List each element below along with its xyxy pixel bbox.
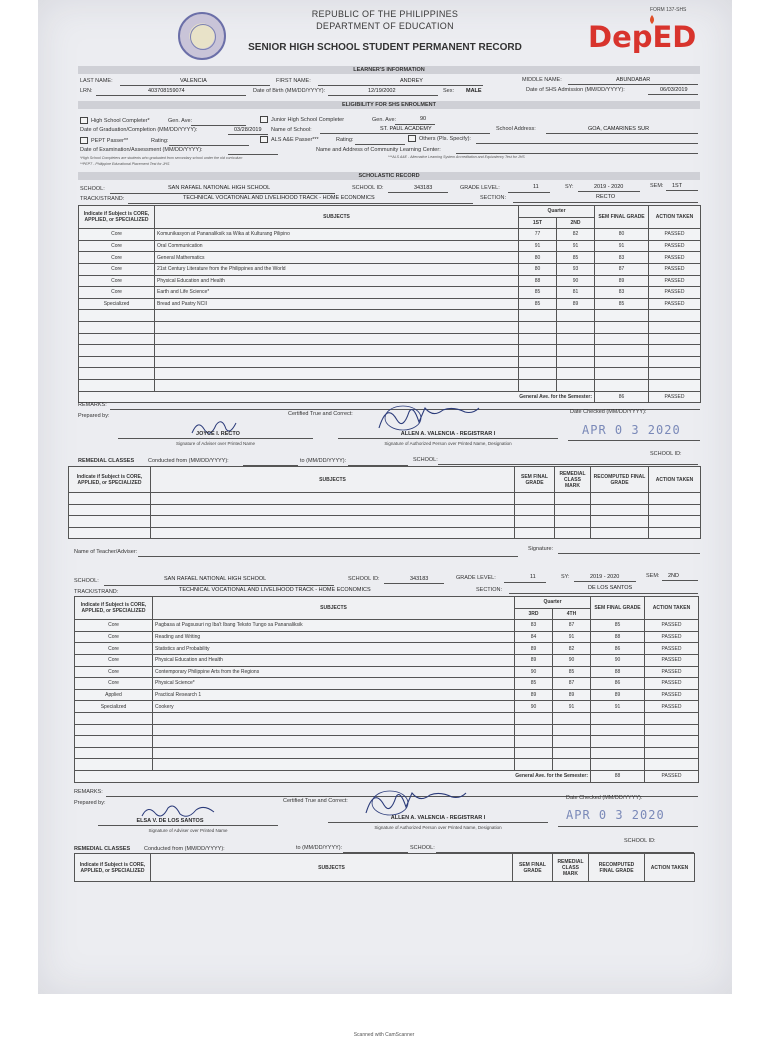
sem1-certified-label: Certified True and Correct:: [288, 411, 353, 417]
table-row: [79, 252, 701, 264]
grad-date-value: 03/28/2019: [234, 127, 262, 133]
table-row: [79, 263, 701, 275]
sem2-section-value: DE LOS SANTOS: [588, 585, 633, 591]
quarter-grade-a: 83: [515, 620, 553, 632]
subject-type: Core: [79, 263, 155, 275]
sem-final-grade: 86: [591, 643, 645, 655]
quarter-grade-a: 80: [519, 263, 557, 275]
scholastic-band: SCHOLASTIC RECORD: [78, 172, 700, 180]
action-taken: PASSED: [649, 263, 701, 275]
subject-name: Oral Communication: [155, 240, 519, 252]
sem2-school-id-value: 343183: [410, 576, 429, 582]
als-label: ALS A&E Passer***: [271, 137, 319, 143]
empty-row: [79, 356, 701, 368]
sem-final-grade: 87: [595, 263, 649, 275]
col-subjects: SUBJECTS: [153, 597, 515, 620]
sem1-adviser-name: JOYCE I. RECTO: [196, 431, 240, 437]
sem-final-grade: 88: [591, 631, 645, 643]
sem1-prepared-label: Prepared by:: [78, 413, 110, 419]
empty-row: [79, 310, 701, 322]
empty-row: [69, 493, 701, 505]
subject-type: Core: [75, 678, 153, 690]
sem-final-grade: 91: [591, 701, 645, 713]
sem-final-grade: 80: [595, 229, 649, 241]
subject-name: 21st Century Literature from the Philippines and the World: [155, 263, 519, 275]
sem2-grades-table: [74, 596, 699, 783]
sem2-adviser-name: ELSA V. DE LOS SANTOS: [136, 818, 204, 824]
sex-value: MALE: [466, 88, 482, 94]
subject-name: Physical Science*: [153, 678, 515, 690]
sem-final-grade: 89: [595, 275, 649, 287]
eligibility-band: ELIGIBILITY FOR SHS ENROLMENT: [78, 101, 700, 109]
rem1-col-recomputed: RECOMPUTED FINAL GRADE: [591, 467, 649, 493]
middle-name-label: MIDDLE NAME:: [522, 77, 562, 83]
sem2-school-value: SAN RAFAEL NATIONAL HIGH SCHOOL: [164, 576, 267, 582]
sem1-registrar-caption: Signature of Authorized Person over Printed Name, Designation: [384, 441, 512, 446]
rem2-col-action: ACTION TAKEN: [645, 854, 695, 882]
sem2-track-label: TRACK/STRAND:: [74, 589, 119, 595]
form-title: SENIOR HIGH SCHOOL STUDENT PERMANENT RECORD: [248, 42, 522, 53]
jhs-completer-checkbox[interactable]: [260, 116, 268, 123]
learner-info-band: LEARNER'S INFORMATION: [78, 66, 700, 74]
subject-type: Core: [75, 643, 153, 655]
sem1-grade-level-label: GRADE LEVEL:: [460, 185, 500, 191]
remedial-table-1: [68, 466, 701, 539]
hs-completer-label: High School Completer*: [91, 118, 150, 124]
table-row: [79, 298, 701, 310]
quarter-grade-a: 90: [515, 666, 553, 678]
action-taken: PASSED: [645, 620, 699, 632]
note-als: ***ALS A&E - Alternative Learning System Accreditation and Equivalency Test for JHS: [388, 155, 525, 159]
sem2-school-id-label: SCHOOL ID:: [348, 576, 380, 582]
quarter-grade-a: 89: [515, 689, 553, 701]
sem2-certified-label: Certified True and Correct:: [283, 798, 348, 804]
last-name-value: VALENCIA: [180, 78, 207, 84]
sem1-general-ave-label: General Ave. for the Semester:: [79, 391, 595, 403]
sem2-adviser-caption: Signature of Adviser over Printed Name: [148, 828, 228, 833]
quarter-grade-b: 90: [553, 654, 591, 666]
empty-row: [79, 321, 701, 333]
quarter-grade-a: 85: [519, 287, 557, 299]
col-subjects: SUBJECTS: [155, 206, 519, 229]
subject-type: Core: [75, 620, 153, 632]
sem2-sy-label: SY:: [561, 574, 570, 580]
scanner-watermark: Scanned with CamScanner: [353, 1032, 415, 1038]
table-row: [75, 643, 699, 655]
quarter-grade-b: 91: [557, 240, 595, 252]
dob-label: Date of Birth (MM/DD/YYYY):: [253, 88, 326, 94]
sem2-grade-level-label: GRADE LEVEL:: [456, 575, 496, 581]
sem-final-grade: 89: [591, 689, 645, 701]
rem1-col-subjects: SUBJECTS: [151, 467, 515, 493]
subject-type: Specialized: [75, 701, 153, 713]
quarter-grade-a: 88: [519, 275, 557, 287]
sem-final-grade: 83: [595, 252, 649, 264]
col-q4: 4TH: [553, 608, 591, 620]
clc-label: Name and Address of Community Learning Center:: [316, 147, 441, 153]
quarter-grade-b: 87: [553, 678, 591, 690]
sem2-sy-value: 2019 - 2020: [590, 574, 620, 580]
lrn-label: LRN:: [80, 88, 93, 94]
quarter-grade-a: 91: [519, 240, 557, 252]
rem2-school-label: SCHOOL:: [410, 845, 435, 851]
sem1-rows: [79, 229, 701, 391]
subject-type: Core: [79, 229, 155, 241]
department-line: DEPARTMENT OF EDUCATION: [316, 21, 454, 31]
quarter-grade-b: 91: [553, 701, 591, 713]
quarter-grade-b: 89: [557, 298, 595, 310]
deped-logo-icon: [588, 12, 697, 56]
empty-row: [79, 345, 701, 357]
admission-value: 06/03/2019: [660, 87, 688, 93]
quarter-grade-a: 80: [519, 252, 557, 264]
sem1-school-label: SCHOOL:: [80, 186, 105, 192]
sem2-general-ave-label: General Ave. for the Semester:: [75, 770, 591, 782]
table-row: [79, 229, 701, 241]
sem2-sem-label: SEM:: [646, 573, 660, 579]
quarter-grade-a: 84: [515, 631, 553, 643]
rem2-col-subjects: SUBJECTS: [151, 854, 513, 882]
quarter-grade-b: 85: [557, 252, 595, 264]
sem1-school-id-value: 343183: [414, 185, 433, 191]
sem1-school-value: SAN RAFAEL NATIONAL HIGH SCHOOL: [168, 185, 271, 191]
subject-type: Core: [75, 666, 153, 678]
empty-row: [75, 724, 699, 736]
last-name-label: LAST NAME:: [80, 78, 113, 84]
sem1-registrar-name: ALLEN A. VALENCIA - REGISTRAR I: [400, 431, 496, 437]
quarter-grade-b: 81: [557, 287, 595, 299]
quarter-grade-b: 82: [553, 643, 591, 655]
jhs-completer-label: Junior High School Completer: [271, 117, 345, 123]
subject-name: General Mathematics: [155, 252, 519, 264]
rem2-title: REMEDIAL CLASSES: [74, 846, 131, 852]
sem1-date-stamp: APR 0 3 2020: [582, 423, 681, 437]
sem1-grade-level-value: 11: [533, 184, 539, 190]
subject-name: Statistics and Probability: [153, 643, 515, 655]
sem1-sem-label: SEM:: [650, 183, 664, 189]
empty-row: [75, 747, 699, 759]
quarter-grade-b: 82: [557, 229, 595, 241]
rem1-school-label: SCHOOL:: [413, 457, 438, 463]
remedial-table-2: [74, 853, 695, 882]
empty-row: [69, 504, 701, 516]
pept-checkbox[interactable]: [80, 137, 88, 144]
sem2-date-checked-label: Date Checked (MM/DD/YYYY):: [566, 795, 643, 801]
quarter-grade-b: 85: [553, 666, 591, 678]
subject-type: Specialized: [79, 298, 155, 310]
col-indicate: Indicate if Subject is CORE, APPLIED, or SPECIALIZED: [79, 206, 155, 229]
sem1-grades-table: [78, 205, 701, 403]
rem1-conducted-from: Conducted from (MM/DD/YYYY):: [148, 458, 229, 464]
sem1-sy-value: 2019 - 2020: [594, 184, 624, 190]
quarter-grade-b: 93: [557, 263, 595, 275]
school-name-value: ST. PAUL ACADEMY: [380, 126, 432, 132]
rem1-col-final: SEM FINAL GRADE: [515, 467, 555, 493]
sem-final-grade: 86: [591, 678, 645, 690]
rem2-conducted-from: Conducted from (MM/DD/YYYY):: [144, 846, 225, 852]
subject-name: Physical Education and Health: [153, 654, 515, 666]
sem-final-grade: 91: [595, 240, 649, 252]
hs-completer-checkbox[interactable]: [80, 117, 88, 124]
table-row: [75, 666, 699, 678]
jhs-gen-ave-value: 90: [420, 116, 427, 122]
empty-row: [69, 527, 701, 539]
middle-name-value: ABUNDABAR: [616, 77, 651, 83]
table-row: [79, 275, 701, 287]
rem1-to: to (MM/DD/YYYY):: [300, 458, 347, 464]
sem1-registrar-signature-icon: [373, 400, 483, 434]
action-taken: PASSED: [649, 287, 701, 299]
dob-value: 12/19/2002: [368, 88, 396, 94]
action-taken: PASSED: [645, 654, 699, 666]
others-checkbox[interactable]: [408, 135, 416, 142]
quarter-grade-a: 85: [515, 678, 553, 690]
quarter-grade-b: 89: [553, 689, 591, 701]
sem1-sem-value: 1ST: [672, 183, 683, 189]
quarter-grade-a: 85: [519, 298, 557, 310]
table-row: [75, 701, 699, 713]
note-pept: **PEPT - Philippine Educational Placement Test for JHS: [80, 162, 170, 166]
subject-type: Core: [79, 252, 155, 264]
sem1-track-value: TECHNICAL VOCATIONAL AND LIVELIHOOD TRACK - HOME ECONOMICS: [183, 195, 375, 201]
quarter-grade-b: 87: [553, 620, 591, 632]
sem2-sem-value: 2ND: [668, 573, 680, 579]
empty-row: [75, 712, 699, 724]
sem1-section-label: SECTION:: [480, 195, 506, 201]
rem2-col-final: SEM FINAL GRADE: [513, 854, 553, 882]
table-row: [75, 631, 699, 643]
sem2-date-stamp: APR 0 3 2020: [566, 808, 665, 822]
col-sem-final: SEM FINAL GRADE: [591, 597, 645, 620]
note-hs-completer: *High School Completers are students who graduated from secondary school under the old curriculum: [80, 156, 243, 160]
action-taken: PASSED: [645, 689, 699, 701]
rem2-to: to (MM/DD/YYYY):: [296, 845, 343, 851]
grad-date-label: Date of Graduation/Completion (MM/DD/YYYY):: [80, 127, 198, 133]
sex-label: Sex:: [443, 88, 455, 94]
sem2-grade-level-value: 11: [530, 574, 536, 580]
rem2-col-recomputed: RECOMPUTED FINAL GRADE: [589, 854, 645, 882]
action-taken: PASSED: [649, 252, 701, 264]
sem2-registrar-signature-icon: [360, 785, 470, 819]
sem2-general-ave-value: 88: [591, 770, 645, 782]
sem1-track-label: TRACK/STRAND:: [80, 196, 125, 202]
subject-name: Contemporary Philippine Arts from the Regions: [153, 666, 515, 678]
sem-final-grade: 90: [591, 654, 645, 666]
form-number: FORM 137-SHS: [650, 7, 687, 13]
action-taken: PASSED: [645, 678, 699, 690]
subject-type: Core: [79, 240, 155, 252]
rem1-col-remedial: REMEDIAL CLASS MARK: [555, 467, 591, 493]
permanent-record-sheet: [38, 0, 732, 994]
quarter-grade-a: 77: [519, 229, 557, 241]
lrn-value: 403708159074: [148, 88, 185, 94]
subject-type: Core: [79, 287, 155, 299]
subject-type: Applied: [75, 689, 153, 701]
sem1-remarks-label: REMARKS:: [78, 402, 107, 408]
school-address-value: GOA, CAMARINES SUR: [588, 126, 650, 132]
subject-name: Reading and Writing: [153, 631, 515, 643]
sem1-adviser-caption: Signature of Adviser over Printed Name: [175, 441, 256, 446]
pept-label: PEPT Passer**: [91, 138, 129, 144]
deped-logo: [588, 12, 697, 54]
rem1-teacher-label: Name of Teacher/Adviser:: [74, 549, 138, 555]
empty-row: [79, 333, 701, 345]
hs-gen-ave-label: Gen. Ave:: [168, 118, 193, 124]
action-taken: PASSED: [649, 298, 701, 310]
empty-row: [79, 379, 701, 391]
subject-name: Komunikasyon at Pananaliksik sa Wika at Kulturang Pilipino: [155, 229, 519, 241]
jhs-gen-ave-label: Gen. Ave:: [372, 117, 397, 123]
quarter-grade-b: 91: [553, 631, 591, 643]
action-taken: PASSED: [649, 229, 701, 241]
action-taken: PASSED: [645, 701, 699, 713]
col-q1: 1ST: [519, 217, 557, 229]
svg-text:DepED: DepED: [588, 20, 697, 54]
first-name-value: ANDREY: [400, 78, 423, 84]
sem2-general-action: PASSED: [645, 770, 699, 782]
rem2-col-indicate: Indicate if Subject is CORE, APPLIED, or SPECIALIZED: [75, 854, 151, 882]
table-row: [75, 654, 699, 666]
col-q2: 2ND: [557, 217, 595, 229]
rem1-col-action: ACTION TAKEN: [649, 467, 701, 493]
col-q3: 3RD: [515, 608, 553, 620]
sem2-track-value: TECHNICAL VOCATIONAL AND LIVELIHOOD TRACK - HOME ECONOMICS: [179, 587, 371, 593]
empty-row: [75, 759, 699, 771]
quarter-grade-b: 90: [557, 275, 595, 287]
rem1-col-indicate: Indicate if Subject is CORE, APPLIED, or SPECIALIZED: [69, 467, 151, 493]
col-sem-final: SEM FINAL GRADE: [595, 206, 649, 229]
table-row: [75, 620, 699, 632]
subject-type: Core: [75, 654, 153, 666]
quarter-grade-a: 90: [515, 701, 553, 713]
sem1-general-ave-value: 86: [595, 391, 649, 403]
action-taken: PASSED: [649, 240, 701, 252]
rem1-school-id-label: SCHOOL ID:: [650, 451, 682, 457]
sem2-registrar-caption: Signature of Authorized Person over Printed Name, Designation: [374, 825, 502, 830]
subject-type: Core: [75, 631, 153, 643]
sem1-date-checked-label: Date Checked (MM/DD/YYYY):: [570, 409, 647, 415]
pept-rating-label: Rating:: [151, 138, 169, 144]
subject-name: Practical Research 1: [153, 689, 515, 701]
table-row: [79, 240, 701, 252]
subject-name: Cookery: [153, 701, 515, 713]
republic-line: REPUBLIC OF THE PHILIPPINES: [311, 9, 459, 19]
rem1-signature-label: Signature:: [528, 546, 554, 552]
action-taken: PASSED: [645, 631, 699, 643]
subject-name: Earth and Life Science*: [155, 287, 519, 299]
school-address-label: School Address:: [496, 126, 536, 132]
exam-date-label: Date of Examination/Assessment (MM/DD/YYYY):: [80, 147, 203, 153]
subject-name: Bread and Pastry NCII: [155, 298, 519, 310]
subject-name: Physical Education and Health: [155, 275, 519, 287]
col-action: ACTION TAKEN: [645, 597, 699, 620]
als-checkbox[interactable]: [260, 136, 268, 143]
subject-name: Pagbasa at Pagsusuri ng Iba't Ibang Teksto Tungo sa Pananaliksik: [153, 620, 515, 632]
others-label: Others (Pls. Specify):: [419, 136, 471, 142]
table-row: [75, 689, 699, 701]
action-taken: PASSED: [645, 666, 699, 678]
empty-row: [69, 516, 701, 528]
action-taken: PASSED: [645, 643, 699, 655]
quarter-grade-a: 89: [515, 643, 553, 655]
col-quarter: Quarter: [515, 597, 591, 609]
col-action: ACTION TAKEN: [649, 206, 701, 229]
als-rating-label: Rating:: [336, 137, 354, 143]
school-name-label: Name of School:: [271, 127, 312, 133]
sem1-general-action: PASSED: [649, 391, 701, 403]
col-indicate: Indicate if Subject is CORE, APPLIED, or SPECIALIZED: [75, 597, 153, 620]
sem-final-grade: 83: [595, 287, 649, 299]
table-row: [79, 287, 701, 299]
rem2-col-remedial: REMEDIAL CLASS MARK: [553, 854, 589, 882]
quarter-grade-a: 89: [515, 654, 553, 666]
sem-final-grade: 85: [595, 298, 649, 310]
sem-final-grade: 88: [591, 666, 645, 678]
sem2-school-label: SCHOOL:: [74, 578, 99, 584]
sem1-sy-label: SY:: [565, 184, 574, 190]
rem2-school-id-label: SCHOOL ID:: [624, 838, 656, 844]
col-quarter: Quarter: [519, 206, 595, 218]
rem1-title: REMEDIAL CLASSES: [78, 458, 135, 464]
first-name-label: FIRST NAME:: [276, 78, 311, 84]
sem2-registrar-name: ALLEN A. VALENCIA - REGISTRAR I: [390, 815, 486, 821]
sem2-remarks-label: REMARKS:: [74, 789, 103, 795]
sem-final-grade: 85: [591, 620, 645, 632]
empty-row: [75, 736, 699, 748]
table-row: [75, 678, 699, 690]
sem1-school-id-label: SCHOOL ID:: [352, 185, 384, 191]
subject-type: Core: [79, 275, 155, 287]
sem1-section-value: RECTO: [596, 194, 616, 200]
sem2-rows: [75, 620, 699, 771]
sem2-section-label: SECTION:: [476, 587, 502, 593]
sem2-prepared-label: Prepared by:: [74, 800, 106, 806]
empty-row: [79, 368, 701, 380]
action-taken: PASSED: [649, 275, 701, 287]
admission-label: Date of SHS Admission (MM/DD/YYYY):: [526, 87, 625, 93]
